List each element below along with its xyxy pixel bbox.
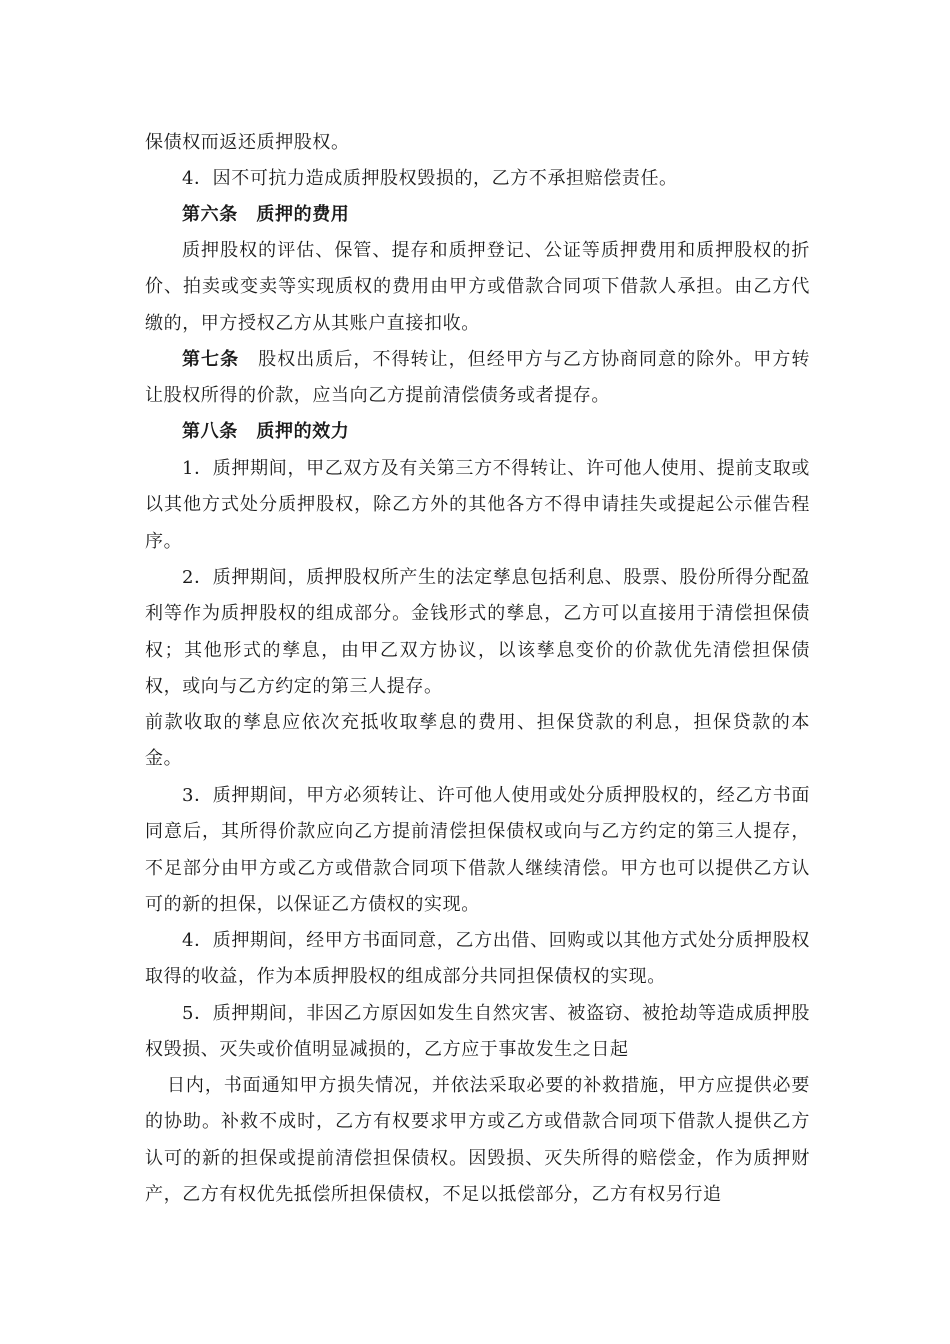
paragraph-effect-2: 2．质押期间，质押股权所产生的法定孳息包括利息、股票、股份所得分配盈利等作为质押股权的组成部分。金钱形式的孳息，乙方可以直接用于清偿担保债权；其他形式的孳息，由甲乙双方协议，以该孳息变价的价款优先清偿担保债权，或向与乙方约定的第三人提存。 bbox=[145, 567, 810, 698]
heading-article-8: 第八条 质押的效力 bbox=[182, 421, 350, 442]
paragraph-effect-1: 1．质押期间，甲乙双方及有关第三方不得转让、许可他人使用、提前支取或以其他方式处分质押股权，除乙方外的其他各方不得申请挂失或提起公示催告程序。 bbox=[145, 458, 810, 552]
paragraph-effect-4: 4．质押期间，经甲方书面同意，乙方出借、回购或以其他方式处分质押股权取得的收益，作为本质押股权的组成部分共同担保债权的实现。 bbox=[145, 930, 810, 988]
heading-article-7: 第七条 bbox=[182, 349, 240, 370]
article-7-text: 股权出质后，不得转让，但经甲方与乙方协商同意的除外。甲方转让股权所得的价款，应当向乙方提前清偿债务或者提存。 bbox=[145, 349, 810, 407]
paragraph-continuation: 保债权而返还质押股权。 bbox=[145, 132, 350, 153]
paragraph-interest-order: 前款收取的孳息应依次充抵收取孳息的费用、担保贷款的利息，担保贷款的本金。 bbox=[145, 712, 810, 770]
paragraph-pledge-costs: 质押股权的评估、保管、提存和质押登记、公证等质押费用和质押股权的折价、拍卖或变卖等实现质权的费用由甲方或借款合同项下借款人承担。由乙方代缴的，甲方授权乙方从其账户直接扣收。 bbox=[145, 240, 810, 334]
heading-article-6: 第六条 质押的费用 bbox=[182, 204, 350, 225]
paragraph-article-7 bbox=[145, 342, 810, 415]
paragraph-effect-3: 3．质押期间，甲方必须转让、许可他人使用或处分质押股权的，经乙方书面同意后，其所得价款应向乙方提前清偿担保债权或向与乙方约定的第三人提存，不足部分由甲方或乙方或借款合同项下借款人继续清偿。甲方也可以提供乙方认可的新的担保，以保证乙方债权的实现。 bbox=[145, 785, 810, 916]
paragraph-force-majeure: 4．因不可抗力造成质押股权毁损的，乙方不承担赔偿责任。 bbox=[182, 168, 678, 189]
paragraph-effect-5-continued: 日内，书面通知甲方损失情况，并依法采取必要的补救措施，甲方应提供必要的协助。补救不成时，乙方有权要求甲方或乙方或借款合同项下借款人提供乙方认可的新的担保或提前清偿担保债权。因毁损、灭失所得的赔偿金，作为质押财产，乙方有权优先抵偿所担保债权，不足以抵偿部分，乙方有权另行追 bbox=[145, 1075, 810, 1206]
paragraph-effect-5: 5．质押期间，非因乙方原因如发生自然灾害、被盗窃、被抢劫等造成质押股权毁损、灭失或价值明显减损的，乙方应于事故发生之日起 bbox=[145, 1003, 810, 1061]
